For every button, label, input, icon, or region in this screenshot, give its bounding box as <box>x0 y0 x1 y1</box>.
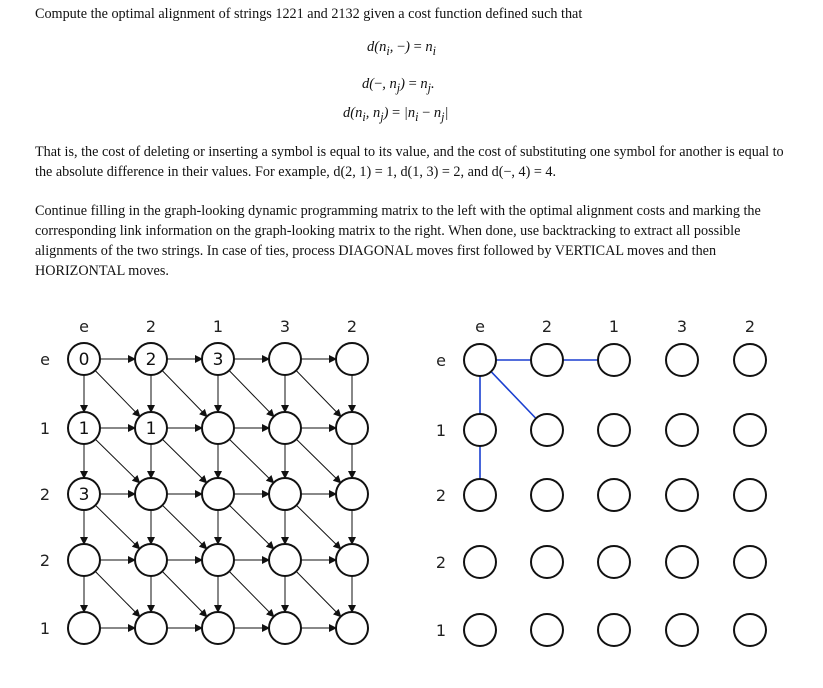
link-cell-node[interactable] <box>464 614 496 646</box>
link-cell-node[interactable] <box>531 479 563 511</box>
right-col-label: e <box>475 317 485 336</box>
cost-cell-node[interactable] <box>269 612 301 644</box>
diagonal-arrow <box>296 571 341 616</box>
right-col-label: 3 <box>676 317 688 336</box>
left-row-label: 2 <box>39 551 51 570</box>
left-col-label: 2 <box>346 317 358 336</box>
cost-cell-node[interactable] <box>269 544 301 576</box>
left-col-label: 2 <box>145 317 157 336</box>
link-cell-node[interactable] <box>734 546 766 578</box>
cost-cell-node[interactable] <box>269 412 301 444</box>
diagonal-arrow <box>95 439 139 483</box>
cost-cell-node[interactable] <box>202 412 234 444</box>
diagonal-arrow <box>229 505 273 549</box>
cost-cell-node[interactable] <box>68 544 100 576</box>
link-cell-node[interactable] <box>734 614 766 646</box>
cost-cell-node[interactable] <box>336 343 368 375</box>
right-col-label: 1 <box>608 317 620 336</box>
left-row-label: 1 <box>39 619 51 638</box>
right-row-label: e <box>436 351 446 370</box>
right-col-label: 2 <box>744 317 756 336</box>
link-cell-node[interactable] <box>464 546 496 578</box>
link-matrix-graph <box>436 317 766 646</box>
diagonal-arrow <box>229 439 273 483</box>
link-cell-node[interactable] <box>734 479 766 511</box>
cost-cell-node[interactable] <box>202 612 234 644</box>
link-cell-node[interactable] <box>598 546 630 578</box>
link-cell-node[interactable] <box>598 614 630 646</box>
link-cell-node[interactable] <box>464 414 496 446</box>
link-cell-node[interactable] <box>666 614 698 646</box>
right-row-label: 2 <box>435 553 447 572</box>
cost-value: 3 <box>212 350 224 370</box>
cost-cell-node[interactable] <box>135 478 167 510</box>
right-row-label: 1 <box>435 621 447 640</box>
diagonal-arrow <box>162 505 206 549</box>
link-cell-node[interactable] <box>464 479 496 511</box>
diagonal-arrow <box>296 370 341 416</box>
left-col-label: e <box>79 317 89 336</box>
link-cell-node[interactable] <box>598 414 630 446</box>
cost-cell-node[interactable] <box>202 478 234 510</box>
link-cell-node[interactable] <box>734 344 766 376</box>
diagonal-arrow <box>95 370 140 416</box>
diagonal-arrow <box>162 370 207 416</box>
cost-explanation: That is, the cost of deleting or inserting a symbol is equal to its value, and the cost of substituting one symbol for another is equal to the absolute difference in their values. For example, d(2, 1) = 1, d(1, 3) = 2, and d(−, 4) = 4. <box>35 144 784 180</box>
link-cell-node[interactable] <box>531 546 563 578</box>
cost-value: 2 <box>145 350 157 370</box>
cost-cell-node[interactable] <box>68 612 100 644</box>
left-col-label: 3 <box>279 317 291 336</box>
cost-cell-node[interactable] <box>336 412 368 444</box>
cost-cell-node[interactable] <box>135 612 167 644</box>
diagonal-arrow <box>162 571 207 616</box>
cost-cell-node[interactable] <box>336 478 368 510</box>
equation-substitution: $d(n_i$, $n_j) = |n_i - n_j|$ <box>343 105 449 124</box>
left-row-label: 1 <box>39 419 51 438</box>
right-row-label: 1 <box>435 421 447 440</box>
diagonal-arrow <box>162 439 206 483</box>
diagonal-arrow <box>229 370 274 416</box>
cost-value: 1 <box>78 419 90 439</box>
link-cell-node[interactable] <box>531 414 563 446</box>
cost-value: 1 <box>145 419 157 439</box>
cost-cell-node[interactable] <box>336 544 368 576</box>
link-cell-node[interactable] <box>598 479 630 511</box>
cost-cell-node[interactable] <box>202 544 234 576</box>
left-row-label: 2 <box>39 485 51 504</box>
cost-cell-node[interactable] <box>135 544 167 576</box>
link-cell-node[interactable] <box>666 414 698 446</box>
link-cell-node[interactable] <box>666 344 698 376</box>
cost-cell-node[interactable] <box>336 612 368 644</box>
link-cell-node[interactable] <box>531 614 563 646</box>
left-col-label: 1 <box>212 317 224 336</box>
equation-insertion: d(−, $n_j) = n_j$. <box>362 76 435 95</box>
diagonal-arrow <box>229 571 274 616</box>
instructions: Continue filling in the graph-looking dynamic programming matrix to the left with the optimal alignment costs and marking the corresponding link information on the graph-looking matrix to the right. When done, use backtracking to extract all possible alignments of the two strings. In case of ties, process DIAGONAL moves first followed by VERTICAL moves and then HORIZONTAL moves. <box>35 203 761 279</box>
cost-matrix-graph <box>40 317 368 644</box>
cost-cell-node[interactable] <box>269 343 301 375</box>
problem-intro: Compute the optimal alignment of strings 1221 and 2132 given a cost function defined such that <box>35 6 583 22</box>
diagonal-arrow <box>95 571 140 616</box>
cost-value: 0 <box>78 350 90 370</box>
right-row-label: 2 <box>435 486 447 505</box>
link-cell-node[interactable] <box>734 414 766 446</box>
link-cell-node[interactable] <box>666 479 698 511</box>
cost-cell-node[interactable] <box>269 478 301 510</box>
diagonal-arrow <box>296 439 340 483</box>
left-row-label: e <box>40 350 50 369</box>
link-cell-node[interactable] <box>464 344 496 376</box>
link-cell-node[interactable] <box>666 546 698 578</box>
cost-value: 3 <box>78 485 90 505</box>
link-cell-node[interactable] <box>598 344 630 376</box>
diagonal-arrow <box>296 505 340 549</box>
equation-deletion: $d(n_i$, −) = $n_i$ <box>367 39 437 58</box>
right-col-label: 2 <box>541 317 553 336</box>
diagonal-arrow <box>95 505 139 549</box>
link-cell-node[interactable] <box>531 344 563 376</box>
